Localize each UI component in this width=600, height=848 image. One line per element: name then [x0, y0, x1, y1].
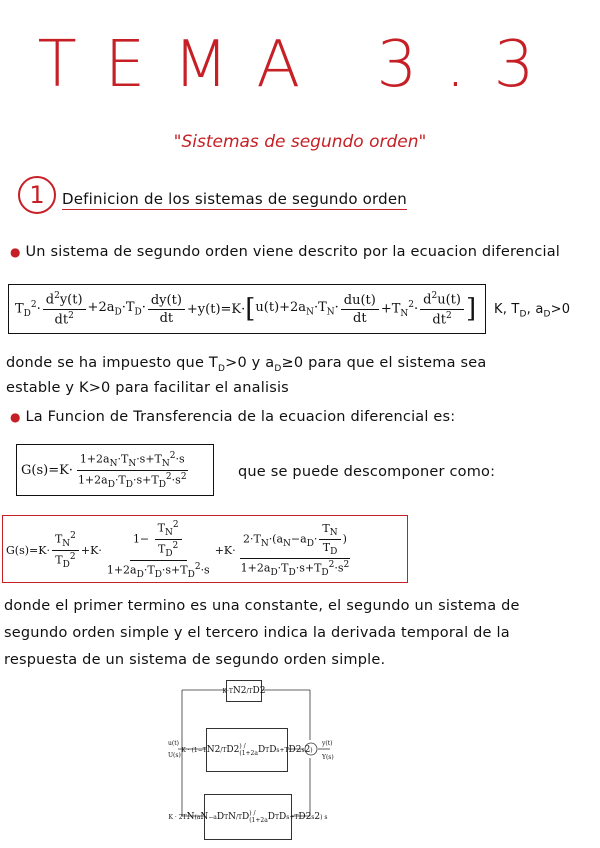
bullet-icon: ● [10, 410, 21, 424]
transfer-function: G(s)=K· $\frac{1+2a_N\cdot T_N\cdot s+T_N^2\cdot s}{1+2a_D\cdot T_D\cdot s+T_D^2\cdot s^2}$ [21, 450, 187, 490]
section-number: 1 [18, 176, 56, 214]
paragraph-decompose: que se puede descomponer como: [238, 464, 496, 480]
conditions-label: K, $T_D$, $a_D>0$ [494, 302, 571, 320]
page-subtitle: "Sistemas de segundo orden" [173, 132, 427, 152]
paragraph-intro-text: Un sistema de segundo orden viene descrito por la ecuacion diferencial [25, 244, 561, 260]
paragraph-intro [10, 244, 560, 260]
differential-equation-box [8, 284, 486, 334]
output-label-time: y(t) [322, 740, 333, 747]
block-diagram [168, 676, 338, 842]
differential-equation: $T_D^2\cdot$ $\frac{d^2y(t)}{dt^2}$ $+2a_D\cdot T_D\cdot$ $\frac{dy(t)}{dt}$ +y(t)=K· [ $u(t)+2a_N\cdot T_N\cdot$ $\frac{du(t)}{dt}$ $+T_N^2\cdot$ $\frac{d^2u(t)}{dt^2}$ ] [15, 291, 477, 327]
input-label-laplace: U(s) [168, 752, 181, 759]
bullet-icon: ● [10, 245, 21, 259]
decomposition-equation: G(s)=K· $\frac{T_N^2}{T_D^2}$ +K· 1− $\frac{T_N^2}{T_D^2}$ $1+2a_D\cdot T_D\cdot s+T_D^2\cdot s$ +K· $2\cdot T_N\cdot(a_N-a_D\cdot$ $\frac{T_N}{T_D}$ ) $1+2a_D\cdot T_D\cdot s+T_D^2\cdot s^2$ [6, 520, 350, 580]
second-order-block: K · ( 1− T N 2 /T D 2 ) / (1+2a D T D s+T D 2 s 2 ) [206, 728, 288, 772]
input-label-time: u(t) [168, 740, 179, 747]
paragraph-conditions: donde se ha impuesto que $T_D>0$ y $a_D\ge 0$ para que el sistema sea [6, 355, 487, 374]
section-title: Definicion de los sistemas de segundo orden [62, 190, 408, 208]
derivative-block: K · 2T N (a N −a D T N /T D ) / (1+2a D T D s+T D 2 s 2 ) s [204, 794, 292, 840]
paragraph-terms-line3: respuesta de un sistema de segundo orden simple. [4, 652, 386, 668]
gain-block: K ·T N 2 /T D 2 [226, 680, 262, 702]
paragraph-transfer: ● La Funcion de Transferencia de la ecuacion diferencial es: [10, 409, 456, 425]
page-title: TEMA 3.3 [37, 28, 563, 102]
decomposition-box [2, 515, 408, 583]
paragraph-terms-line2: segundo orden simple y el tercero indica la derivada temporal de la [4, 625, 510, 641]
transfer-function-box [16, 444, 214, 496]
paragraph-conditions-line2: estable y K>0 para facilitar el analisis [6, 380, 289, 396]
paragraph-terms-line1: donde el primer termino es una constante, el segundo un sistema de [4, 598, 520, 614]
output-label-laplace: Y(s) [322, 754, 334, 761]
